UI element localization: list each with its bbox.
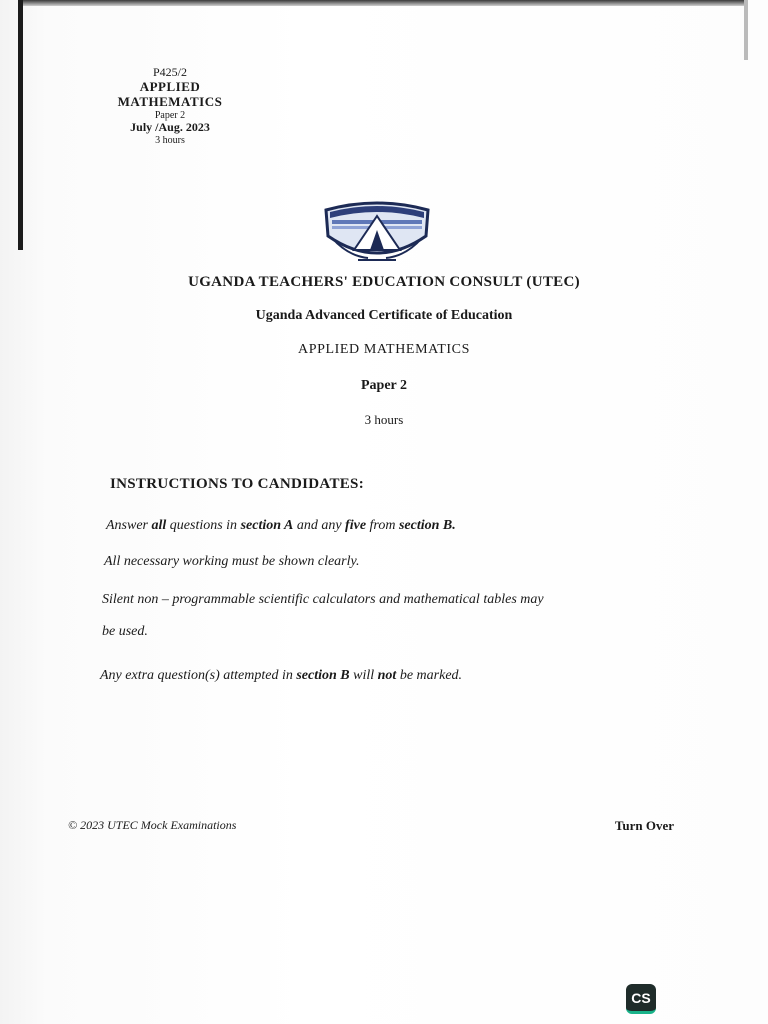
- instruction-4-emphasis: section B: [296, 668, 350, 683]
- paper-right-edge: [744, 0, 748, 60]
- instruction-4: [100, 668, 462, 684]
- subject-line-2: MATHEMATICS: [117, 93, 223, 109]
- instruction-4-part: Any extra question(s) attempted in: [100, 668, 297, 683]
- instruction-4-part: will: [349, 668, 378, 683]
- utec-emblem-icon: [318, 196, 436, 268]
- instruction-1-part: Answer: [106, 518, 152, 533]
- watermark-text: CS: [631, 990, 651, 1006]
- instruction-1-emphasis: section B.: [398, 518, 456, 533]
- instruction-2: All necessary working must be shown clearly.: [104, 554, 360, 569]
- paper-number: Paper 2: [154, 109, 186, 121]
- subject-title: APPLIED MATHEMATICS: [297, 342, 471, 357]
- paper-left-edge: [18, 0, 23, 250]
- paper-title: Paper 2: [360, 378, 407, 393]
- paper-top-edge: [18, 0, 748, 6]
- camscanner-logo-icon: [626, 984, 656, 1014]
- instruction-3: Silent non – programmable scientific calculators and mathematical tables may: [102, 592, 544, 607]
- instruction-4-emphasis: not: [377, 668, 397, 683]
- header-block: [100, 66, 240, 146]
- certificate-name: Uganda Advanced Certificate of Education: [255, 308, 513, 323]
- exam-duration: 3 hours: [155, 134, 185, 146]
- instruction-1-emphasis: all: [151, 518, 167, 533]
- exam-date: July /Aug. 2023: [130, 120, 210, 135]
- copyright-footer: © 2023 UTEC Mock Examinations: [68, 818, 237, 832]
- paper-code: P425/2: [152, 65, 187, 79]
- subject-line-1: APPLIED: [139, 78, 201, 94]
- instruction-1: [106, 518, 456, 534]
- instruction-1-part: from: [366, 518, 399, 533]
- organization-name: UGANDA TEACHERS' EDUCATION CONSULT (UTEC): [188, 274, 580, 290]
- instruction-1-emphasis: section A: [240, 518, 294, 533]
- instruction-1-emphasis: five: [345, 518, 367, 533]
- turn-over-label: Turn Over: [614, 818, 674, 833]
- duration-title: 3 hours: [364, 412, 404, 427]
- instructions-heading: INSTRUCTIONS TO CANDIDATES:: [110, 476, 364, 492]
- instruction-1-part: and any: [293, 518, 346, 533]
- instruction-3-continued: be used.: [102, 624, 148, 639]
- instruction-1-part: questions in: [166, 518, 241, 533]
- instruction-4-part: be marked.: [396, 668, 463, 683]
